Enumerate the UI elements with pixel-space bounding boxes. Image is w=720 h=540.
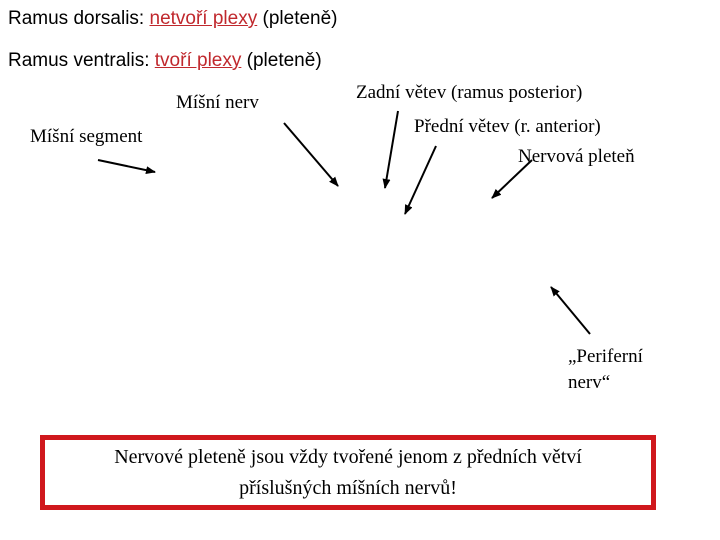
ramus-ventralis-prefix: Ramus ventralis: bbox=[8, 50, 155, 71]
arrow-periferni-nerv bbox=[551, 287, 590, 334]
arrow-nervova-pleten bbox=[492, 160, 532, 198]
ramus-dorsalis-prefix: Ramus dorsalis: bbox=[8, 8, 150, 29]
note-box bbox=[40, 435, 656, 510]
arrow-misni-segment bbox=[98, 160, 155, 172]
label-predni-vetev: Přední větev (r. anterior) bbox=[414, 116, 601, 137]
arrow-misni-nerv bbox=[284, 123, 338, 186]
arrow-predni-vetev bbox=[405, 146, 436, 214]
ramus-ventralis-suffix: (pleteně) bbox=[241, 50, 322, 71]
note-line-1: Nervové pleteně jsou vždy tvořené jenom z předních větví bbox=[114, 445, 582, 468]
ramus-dorsalis-highlight: netvoří plexy bbox=[149, 8, 258, 29]
label-nervova-pleten: Nervová pleteň bbox=[518, 146, 635, 167]
ramus-dorsalis-suffix: (pleteně) bbox=[257, 8, 338, 29]
label-periferni-nerv: „Periferní nerv“ bbox=[568, 346, 643, 393]
label-misni-segment: Míšní segment bbox=[30, 126, 143, 147]
ramus-ventralis-highlight: tvoří plexy bbox=[154, 50, 242, 71]
note-line-2: příslušných míšních nervů! bbox=[239, 476, 457, 499]
label-misni-nerv: Míšní nerv bbox=[176, 92, 259, 113]
arrow-zadni-vetev bbox=[385, 111, 398, 188]
label-zadni-vetev: Zadní větev (ramus posterior) bbox=[356, 82, 583, 103]
note-text bbox=[114, 442, 582, 504]
